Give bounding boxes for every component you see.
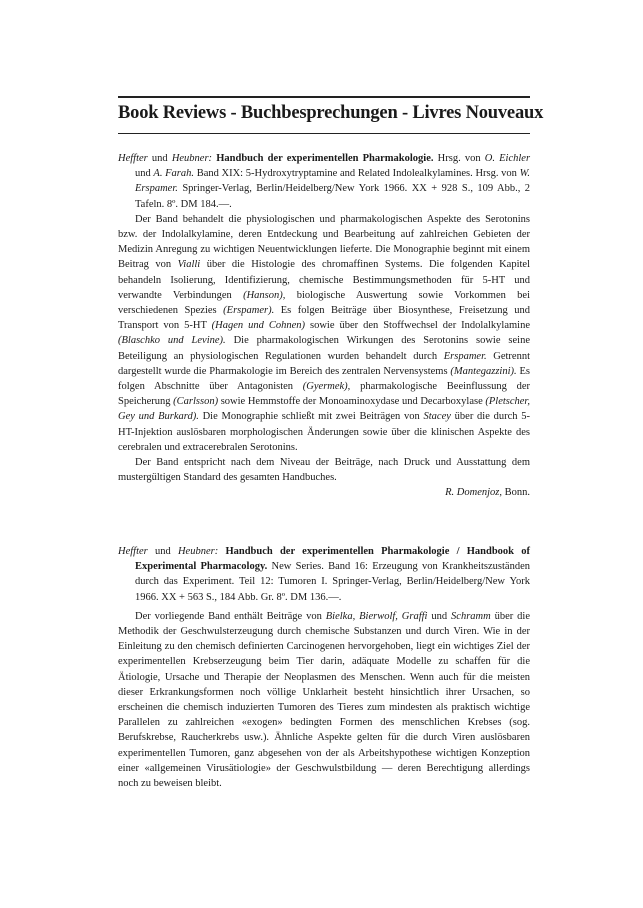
- contributor-name: (Gyermek),: [302, 381, 351, 393]
- contributor-name: (Blaschko und Levine).: [118, 335, 226, 347]
- body-text: Der vorliegende Band enthält Beiträge von: [135, 610, 322, 622]
- review-1-citation: [118, 151, 530, 212]
- citation-editor: W. Erspamer.: [135, 168, 530, 195]
- body-text: Die Monographie schließt mit zwei Beiträgen von: [202, 411, 420, 423]
- contributor-name: Schramm: [451, 610, 491, 622]
- body-text: sowie Hemmstoffe der Monoaminoxydase und Decarboxylase: [220, 396, 483, 408]
- review-1-paragraph-1: [118, 212, 530, 455]
- contributor-name: (Hanson),: [243, 289, 286, 301]
- book-title: Handbuch der experimentellen Pharmakologie.: [216, 153, 434, 164]
- contributor-name: (Pletscher, Gey und Burkard).: [118, 396, 530, 423]
- review-2: [118, 544, 530, 791]
- body-text: Der Band behandelt die physiologischen und pharmakologischen Aspekte des Serotonins bzw. der Indolalkylamine, deren Entdeckung und Bearbeitung auf zahlreichen Gebieten der Medizin Anregung zu wichtigen Neuentwicklungen lieferte. Die Monographie beginnt mit einem Beitrag von: [118, 213, 530, 271]
- body-text: über die Methodik der Geschwulsterzeugung durch chemische Substanzen und durch Viren. Wie in der Einleitung zu den chemisch definierten Carcinogenen hervorgehoben, liegt ein wichtiges Ziel der experimentellen Krebserzeugung beim Tier darin, adäquate Modelle zu schaffen für die Ätiologie, Ursache und Therapie der Neoplasmen des Menschen. Wenn auch für die meisten dieser Erkrankungsformen noch völlige Unklarheit besteht hinsichtlich ihrer Ursachen, so erscheinen die chemisch induzierten Tumoren des Tieres zum mindesten als praktisch wichtige Parallelen zu zahlreichen «exogen» bedingten Formen des menschlichen Krebses (sog. Berufskrebse, Raucherkrebs usw.). Ähnliche Aspekte gelten für die durch Viren auslösbaren experimentellen Tumoren, ganz abgesehen von der als Arbeitshypothese wichtigen Konzeption einer «allgemeinen Virusätiologie» der Geschwulstbildung — deren Berechtigung allerdings noch zu beweisen bleibt.: [118, 610, 531, 790]
- body-text: pharmakologische Beeinflussung der Speicherung: [118, 381, 531, 408]
- citation-text: New Series. Band 16: Erzeugung von Krankheitszuständen durch das Experiment. Teil 12: Tumoren I. Springer-Verlag, Berlin/Heidelberg/New York 1966. XX + 563 S., 184 Abb. Gr. 8º. DM 136.—.: [135, 561, 530, 603]
- citation-author: Heffter: [118, 153, 148, 164]
- citation-text: Springer-Verlag, Berlin/Heidelberg/New York 1966. XX + 928 S., 109 Abb., 2 Tafeln. 8º. DM 184.—.: [135, 183, 531, 210]
- citation-editor: O. Eichler: [484, 153, 531, 164]
- citation-conjunction: und: [154, 546, 171, 557]
- review-2-citation: [118, 544, 530, 605]
- body-text: über die Histologie des chromaffinen Systems. Die folgenden Kapitel behandeln Isolierung, Identifizierung, chemische Bestimmungsmethoden für 5-HT und verwandte Verbindungen: [118, 259, 530, 301]
- review-1-paragraph-2: Der Band entspricht nach dem Niveau der Beiträge, nach Druck und Ausstattung dem mustergültigen Standard des gesamten Handbuches.: [118, 457, 530, 484]
- citation-author: Heubner:: [177, 546, 219, 557]
- citation-author: Heffter: [118, 546, 148, 557]
- body-text: biologische Auswertung sowie Vorkommen bei verschiedenen Spezies: [118, 289, 531, 317]
- contributor-name: (Mantegazzini).: [450, 365, 517, 377]
- citation-conjunction: und: [151, 153, 168, 164]
- heading-rule-bottom: [118, 133, 530, 134]
- citation-text: Band XIX: 5-Hydroxytryptamine and Related Indolealkylamines. Hrsg. von: [196, 168, 517, 180]
- body-text: Getrennt dargestellt wurde die Pharmakologie im Bereich des zentralen Nervensystems: [118, 350, 530, 377]
- body-text: Es folgen Abschnitte über Antagonisten: [118, 365, 530, 393]
- contributor-name: (Erspamer).: [223, 305, 275, 317]
- body-text: Es folgen Beiträge über Biosynthese, Freisetzung und Transport von 5-HT: [118, 305, 531, 332]
- body-text: Die pharmakologischen Wirkungen des Serotonins sowie seine Beteiligung an physiologischen Regulationen wurden behandelt durch: [118, 335, 530, 362]
- citation-text: Hrsg. von: [437, 153, 481, 164]
- review-2-paragraph-1: [118, 609, 530, 791]
- body-text: über die durch 5-HT-Injektion auslösbaren morphologischen Änderungen sowie über die klinischen Aspekte des cerebralen und extracerebralen Serotonins.: [118, 411, 530, 453]
- contributor-name: (Hagen und Cohnen): [211, 320, 306, 332]
- body-text: und: [431, 610, 448, 622]
- contributor-name: Vialli: [177, 259, 201, 271]
- contributor-name: (Carlsson): [173, 396, 219, 408]
- citation-author: Heubner:: [171, 153, 213, 164]
- review-1-signature: [118, 485, 530, 500]
- contributor-name: Bielka, Bierwolf, Graffi: [325, 610, 428, 622]
- contributor-name: Erspamer.: [443, 350, 487, 362]
- reviewer-name: R. Domenjoz,: [445, 487, 502, 499]
- reviewer-city: Bonn.: [504, 487, 530, 499]
- contributor-name: Stacey: [423, 411, 451, 423]
- heading-rule-top: [118, 96, 530, 98]
- citation-editor: A. Farah.: [153, 168, 195, 180]
- section-heading: Book Reviews - Buchbesprechungen - Livres Nouveaux: [118, 103, 544, 123]
- review-1: [118, 151, 530, 501]
- book-title: Handbuch der experimentellen Pharmakologie / Handbook of Experimental Pharmacology.: [135, 546, 530, 573]
- citation-conjunction: und: [135, 168, 151, 180]
- body-text: sowie über den Stoffwechsel der Indolalkylamine: [309, 320, 530, 332]
